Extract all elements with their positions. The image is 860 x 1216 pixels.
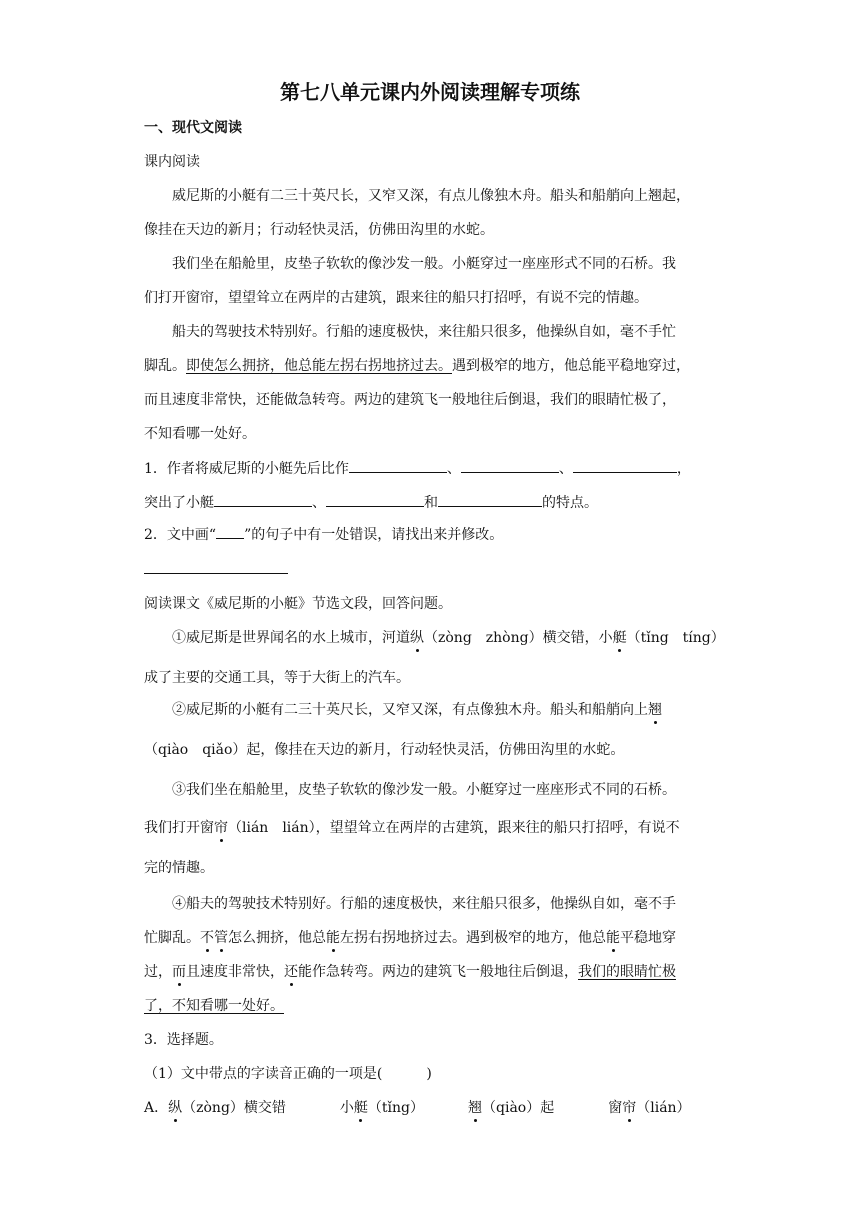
underlined-sentence: 我们的眼睛忙极 (578, 964, 676, 980)
option-text: （zòng）横交错 (182, 1100, 286, 1116)
underline-mark (216, 524, 244, 539)
question-text: （1）文中带点的字读音正确的一项是( (144, 1066, 383, 1082)
option-text: 小 (339, 1100, 354, 1116)
passage1-p1-line1: 威尼斯的小艇有二三十英尺长，又窄又深，有点儿像独木舟。船头和船艄向上翘起， (172, 188, 690, 204)
passage2-p3-line2 (144, 818, 680, 838)
text-span: 怎么拥挤，他总 (228, 930, 326, 946)
section-subheading: 课内阅读 (144, 154, 200, 170)
text-span: 忙脚乱。 (144, 930, 200, 946)
question-text: 2．文中画“ (144, 527, 217, 543)
answer-blank[interactable] (326, 492, 424, 507)
dotted-char: 艇 (353, 1100, 368, 1116)
text-span: 左拐右拐地挤过去。遇到极窄的地方，他总 (340, 930, 606, 946)
underlined-sentence: 即使怎么拥挤，他总能左拐右拐地挤过去。 (186, 358, 452, 374)
passage1-p3-line4: 不知看哪一处好。 (144, 426, 256, 442)
passage2-p4-line2 (144, 928, 676, 948)
text-span: 遇到极窄的地方，他总能平稳地穿过， (452, 358, 690, 374)
reading-intro: 阅读课文《威尼斯的小艇》节选文段，回答问题。 (144, 596, 452, 612)
passage2-p3-line3: 完的情趣。 (144, 860, 214, 876)
question-text: 1．作者将威尼斯的小艇先后比作 (144, 461, 349, 477)
passage1-p3-line1: 船夫的驾驶技术特别好。行船的速度极快，来往船只很多，他操纵自如，毫不手忙 (172, 324, 676, 340)
passage1-p3-line3: 而且速度非常快，还能做急转弯。两边的建筑飞一般地往后倒退，我们的眼睛忙极了， (144, 392, 676, 408)
dotted-char: 帘 (622, 1100, 637, 1116)
passage1-p1-line2: 像挂在天边的新月；行动轻快灵活，仿佛田沟里的水蛇。 (144, 222, 494, 238)
passage2-p4-line4 (144, 996, 284, 1016)
separator: ， (676, 461, 691, 477)
answer-blank[interactable] (349, 458, 447, 473)
option-a[interactable] (144, 1098, 691, 1118)
separator: 、 (558, 461, 573, 477)
dotted-char: 能 (606, 930, 620, 946)
question-3: 3．选择题。 (144, 1032, 223, 1048)
passage1-p3-line2 (144, 356, 690, 376)
pinyin-text: （tǐng tíng） (626, 630, 725, 646)
passage2-p3-line1: ③我们坐在船舱里，皮垫子软软的像沙发一般。小艇穿过一座座形式不同的石桥。 (172, 782, 676, 798)
question-text: ) (426, 1066, 432, 1082)
text-span: 平稳地穿 (620, 930, 676, 946)
passage2-p1-line2: 成了主要的交通工具，等于大街上的汽车。 (144, 670, 410, 686)
text-span: 过， (144, 964, 172, 980)
passage2-p2-line1 (172, 700, 662, 720)
separator: 、 (446, 461, 461, 477)
dotted-char: 帘 (214, 820, 228, 836)
dotted-char: 而 (172, 964, 186, 980)
dotted-char: 不 (200, 930, 214, 946)
dotted-char: 翘 (468, 1100, 483, 1116)
text-span: ①威尼斯是世界闻名的水上城市，河道 (172, 630, 410, 646)
page-title: 第七八单元课内外阅读理解专项练 (280, 80, 580, 104)
dotted-char: 纵 (168, 1100, 183, 1116)
question-1-line1 (144, 458, 691, 479)
text-span: 我们打开窗 (144, 820, 214, 836)
question-3-sub1 (144, 1064, 432, 1084)
text-span: 且速度非常快， (186, 964, 284, 980)
text-span: ②威尼斯的小艇有二三十英尺长，又窄又深，有点像独木舟。船头和船艄向上 (172, 702, 648, 718)
passage2-p4-line1: ④船夫的驾驶技术特别好。行船的速度极快，来往船只很多，他操纵自如，毫不手 (172, 896, 676, 912)
question-text: 突出了小艇 (144, 495, 214, 511)
dotted-char: 艇 (612, 630, 627, 646)
option-text: （tǐng） (367, 1100, 425, 1116)
option-text: 窗 (608, 1100, 623, 1116)
option-text: （lián） (636, 1100, 691, 1116)
passage2-p4-line3 (144, 962, 676, 982)
separator: 和 (424, 495, 438, 511)
question-text: ”的句子中有一处错误，请找出来并修改。 (244, 527, 504, 543)
passage2-p2-line2: （qiào qiǎo）起，像挂在天边的新月，行动轻快灵活，仿佛田沟里的水蛇。 (144, 742, 625, 758)
dotted-char: 还 (284, 964, 298, 980)
dotted-char: 纵 (410, 630, 424, 646)
question-1-line2 (144, 492, 598, 513)
passage1-p2-line1: 我们坐在船舱里，皮垫子软软的像沙发一般。小艇穿过一座座形式不同的石桥。我 (172, 256, 676, 272)
answer-blank[interactable] (573, 458, 677, 473)
dotted-char: 翘 (648, 702, 662, 718)
separator: 、 (312, 495, 326, 511)
option-label: A． (144, 1100, 169, 1116)
text-span: 能作急转弯。两边的建筑飞一般地往后倒退， (298, 964, 578, 980)
answer-blank[interactable] (461, 458, 559, 473)
passage1-p2-line2: 们打开窗帘，望望耸立在两岸的古建筑，跟来往的船只打招呼，有说不完的情趣。 (144, 290, 648, 306)
answer-blank[interactable] (214, 492, 312, 507)
pinyin-text: （lián lián），望望耸立在两岸的古建筑，跟来往的船只打招呼，有说不 (228, 820, 680, 836)
answer-blank[interactable] (438, 492, 542, 507)
section-heading: 一、现代文阅读 (144, 120, 242, 136)
answer-line[interactable] (144, 573, 288, 574)
passage2-p1-line1 (172, 628, 725, 648)
dotted-char: 管 (214, 930, 228, 946)
pinyin-text: （zòng zhòng）横交错，小 (424, 630, 613, 646)
underlined-sentence: 了，不知看哪一处好。 (144, 998, 284, 1014)
question-text: 的特点。 (542, 495, 598, 511)
option-text: （qiào）起 (482, 1100, 555, 1116)
dotted-char: 能 (326, 930, 340, 946)
question-2 (144, 524, 503, 545)
text-span: 脚乱。 (144, 358, 186, 374)
